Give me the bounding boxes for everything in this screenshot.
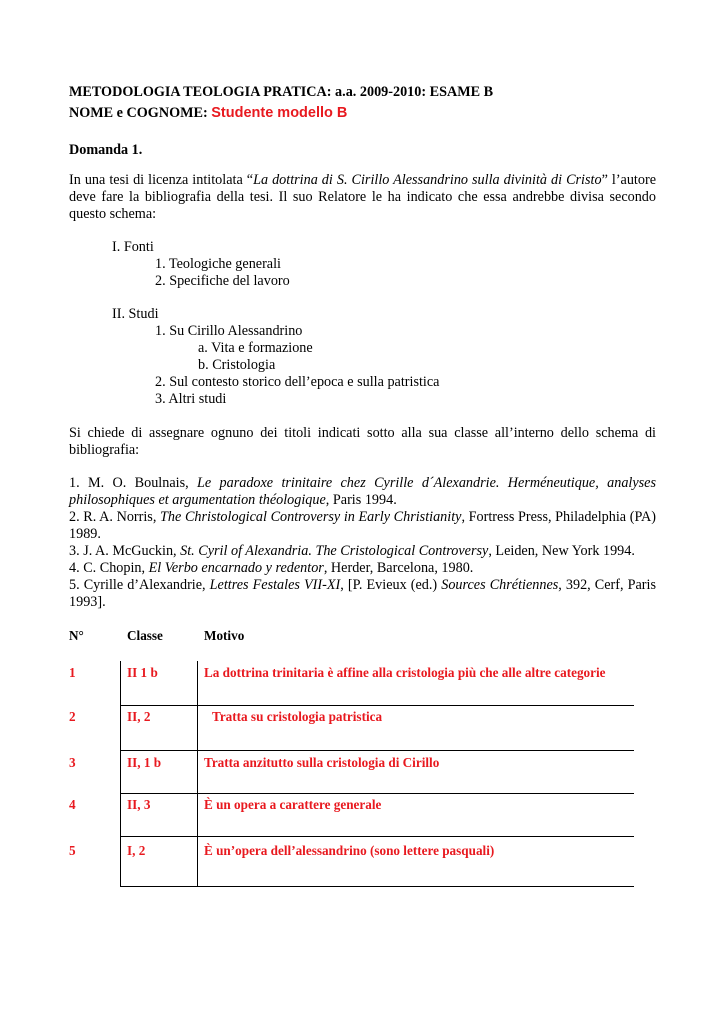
intro-part-1: In una tesi di licenza intitolata “ <box>69 172 254 188</box>
schema-studi-3: 3. Altri studi <box>155 391 227 407</box>
bib-3-pub: , Leiden, New York 1994. <box>488 543 635 559</box>
schema-fonti: I. Fonti <box>112 239 154 255</box>
row-3-classe: II, 1 b <box>127 755 162 770</box>
bib-5-title: Lettres Festales VII-XI <box>209 577 341 593</box>
bib-item-1 <box>69 475 656 509</box>
table-hline-3 <box>120 793 634 794</box>
row-5-motivo: È un’opera dell’alessandrino (sono lettere pasquali) <box>204 843 495 858</box>
row-1-n: 1 <box>69 665 76 680</box>
row-1-motivo: La dottrina trinitaria è affine alla cristologia più che alle altre categorie <box>204 665 606 680</box>
name-line <box>69 105 347 122</box>
thesis-title: La dottrina di S. Cirillo Alessandrino sulla divinità di Cristo <box>253 172 602 188</box>
name-label: NOME e COGNOME: <box>69 105 208 121</box>
table-hline-2 <box>120 750 634 751</box>
schema-studi-2: 2. Sul contesto storico dell’epoca e sulla patristica <box>155 374 440 390</box>
bib-2-title: The Christological Controversy in Early Christianity <box>160 509 462 525</box>
table-hline-4 <box>120 836 634 837</box>
row-3-motivo: Tratta anzitutto sulla cristologia di Cirillo <box>204 755 440 770</box>
bib-4-title: El Verbo encarnado y redentor <box>148 560 324 576</box>
bib-4-pub: , Herder, Barcelona, 1980. <box>323 560 474 576</box>
intro-part-2: ” l’autore deve fare la bibliografia della tesi. Il suo Relatore le ha indicato che essa andrebbe divisa secondo questo schema: <box>69 172 656 222</box>
bibliography-list <box>69 475 656 611</box>
bib-2-pub: , Fortress Press, Philadelphia (PA) 1989. <box>69 509 656 542</box>
row-5-classe: I, 2 <box>127 843 146 858</box>
bib-item-2 <box>69 509 656 543</box>
row-4-motivo: È un opera a carattere generale <box>204 797 382 812</box>
bib-item-3 <box>69 543 656 560</box>
row-4-classe: II, 3 <box>127 797 151 812</box>
row-4-n: 4 <box>69 797 76 812</box>
student-name: Studente modello B <box>211 105 348 121</box>
schema-studi-1a: a. Vita e formazione <box>198 340 313 356</box>
col-header-classe: Classe <box>127 628 163 643</box>
exam-title: METODOLOGIA TEOLOGIA PRATICA: a.a. 2009-2010: ESAME B <box>69 84 494 100</box>
table-vline-1 <box>120 661 121 887</box>
bib-5-editor: , [P. Evieux (ed.) <box>340 577 442 593</box>
schema-fonti-1: 1. Teologiche generali <box>155 256 281 272</box>
bib-item-4 <box>69 560 656 577</box>
bib-3-title: St. Cyril of Alexandria. The Cristological Controversy <box>180 543 489 559</box>
bib-1-author: 1. M. O. Boulnais, <box>69 475 197 491</box>
row-3-n: 3 <box>69 755 76 770</box>
table-hline-5 <box>120 886 634 887</box>
col-header-motivo: Motivo <box>204 628 245 643</box>
schema-fonti-2: 2. Specifiche del lavoro <box>155 273 290 289</box>
col-header-n: N° <box>69 628 84 643</box>
bib-5-pub: , 392, Cerf, Paris 1993]. <box>69 577 656 610</box>
row-5-n: 5 <box>69 843 76 858</box>
schema-studi: II. Studi <box>112 306 159 322</box>
row-2-classe: II, 2 <box>127 709 151 724</box>
row-2-n: 2 <box>69 709 76 724</box>
bib-1-pub: , Paris 1994. <box>325 492 397 508</box>
bib-2-author: 2. R. A. Norris, <box>69 509 161 525</box>
bib-1-title: Le paradoxe trinitaire chez Cyrille d´Alexandrie. Herméneutique, analyses philosophiques et argumentation théologique <box>69 475 656 508</box>
row-1-classe: II 1 b <box>127 665 158 680</box>
question-text <box>69 172 656 223</box>
question-heading: Domanda 1. <box>69 142 143 158</box>
instruction: Si chiede di assegnare ognuno dei titoli indicati sotto alla sua classe all’interno dello schema di bibliografia: <box>69 425 656 458</box>
bib-item-5 <box>69 577 656 611</box>
schema-studi-1b: b. Cristologia <box>198 357 276 373</box>
table-hline-1 <box>120 705 634 706</box>
bib-4-author: 4. C. Chopin, <box>69 560 149 576</box>
table-vline-2 <box>197 661 198 887</box>
bib-5-author: 5. Cyrille d’Alexandrie, <box>69 577 210 593</box>
row-2-motivo: Tratta su cristologia patristica <box>212 709 383 724</box>
schema-studi-1: 1. Su Cirillo Alessandrino <box>155 323 303 339</box>
bib-3-author: 3. J. A. McGuckin, <box>69 543 181 559</box>
bib-5-series: Sources Chrétiennes <box>441 577 559 593</box>
